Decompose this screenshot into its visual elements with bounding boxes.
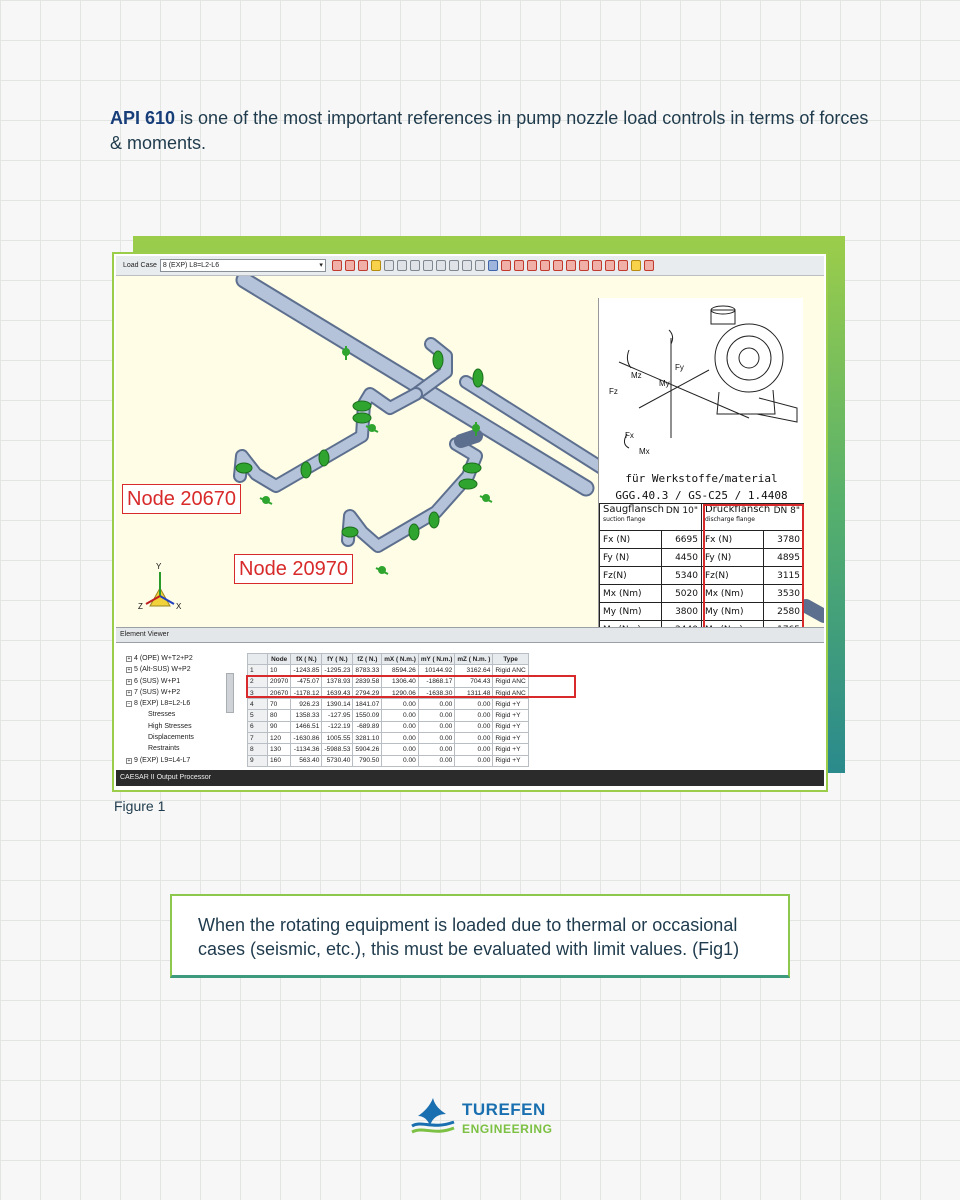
load-row: Mx (Nm) 5020 Mx (Nm) 3530 bbox=[600, 585, 804, 603]
expand-icon[interactable]: + bbox=[127, 678, 131, 685]
table-cell: -1638.30 bbox=[418, 687, 455, 698]
table-cell: 0.00 bbox=[418, 744, 455, 755]
table-cell: 0.00 bbox=[455, 699, 493, 710]
deformed-shape-icon[interactable] bbox=[332, 260, 342, 271]
tree-item[interactable]: + 6 (SUS) W+P1 bbox=[127, 677, 181, 685]
brand-tagline: ENGINEERING bbox=[462, 1122, 553, 1136]
material-title: für Werkstoffe/material bbox=[625, 472, 778, 485]
axis-triad bbox=[138, 562, 182, 611]
expand-icon[interactable]: + bbox=[127, 757, 131, 764]
walk-icon[interactable] bbox=[618, 260, 628, 271]
table-cell: 160 bbox=[268, 755, 291, 766]
table-cell: 0.00 bbox=[455, 721, 493, 732]
table-cell: Rigid ANC bbox=[493, 665, 528, 676]
table-cell: 10 bbox=[268, 665, 291, 676]
highlighted-rows-box bbox=[246, 675, 576, 698]
tree-item[interactable]: + 7 (SUS) W+P2 bbox=[127, 688, 181, 696]
table-cell: 0.00 bbox=[382, 699, 419, 710]
status-bar: CAESAR II Output Processor bbox=[116, 770, 824, 786]
view-front-icon[interactable] bbox=[397, 260, 407, 271]
table-cell: 70 bbox=[268, 699, 291, 710]
material-spec bbox=[599, 470, 804, 504]
table-cell: 2839.58 bbox=[353, 676, 382, 687]
table-cell: 0.00 bbox=[455, 744, 493, 755]
row-index: 4 bbox=[248, 699, 268, 710]
table-cell: 1306.40 bbox=[382, 676, 419, 687]
table-cell: 0.00 bbox=[418, 733, 455, 744]
table-cell: -689.89 bbox=[353, 721, 382, 732]
table-cell: 1311.48 bbox=[455, 687, 493, 698]
rotate-icon[interactable] bbox=[605, 260, 615, 271]
row-index: 5 bbox=[248, 710, 268, 721]
table-cell: 0.00 bbox=[455, 710, 493, 721]
intro-paragraph bbox=[110, 106, 870, 156]
table-cell: 0.00 bbox=[418, 699, 455, 710]
table-cell: -1134.36 bbox=[291, 744, 322, 755]
toolbar-icons bbox=[332, 260, 654, 271]
suction-header: Saugflansch bbox=[603, 504, 664, 515]
brand-logo bbox=[408, 1096, 568, 1142]
forces-icon[interactable] bbox=[345, 260, 355, 271]
row-index: 7 bbox=[248, 733, 268, 744]
table-cell: 90 bbox=[268, 721, 291, 732]
table-cell: 0.00 bbox=[418, 721, 455, 732]
table-cell: 1841.07 bbox=[353, 699, 382, 710]
table-cell: 10144.92 bbox=[418, 665, 455, 676]
table-cell: Rigid +Y bbox=[493, 710, 528, 721]
column-header[interactable]: Type bbox=[493, 654, 528, 665]
table-cell: -122.19 bbox=[322, 721, 353, 732]
table-cell: 1358.33 bbox=[291, 710, 322, 721]
column-header[interactable]: fY ( N.) bbox=[322, 654, 353, 665]
table-cell: 5904.26 bbox=[353, 744, 382, 755]
table-cell: 8783.33 bbox=[353, 665, 382, 676]
force-label-fz: Fz bbox=[609, 387, 618, 396]
suction-header-cell bbox=[600, 504, 702, 531]
node-numbers-icon[interactable] bbox=[501, 260, 511, 271]
tree-scrollbar[interactable] bbox=[226, 673, 234, 713]
column-header[interactable]: mY ( N.m.) bbox=[418, 654, 455, 665]
table-cell: -1243.85 bbox=[291, 665, 322, 676]
column-header[interactable]: Node bbox=[268, 654, 291, 665]
restraint-icon[interactable] bbox=[553, 260, 563, 271]
column-header[interactable]: fZ ( N.) bbox=[353, 654, 382, 665]
load-row: My (Nm) 3800 My (Nm) 2580 bbox=[600, 603, 804, 621]
table-cell: 20670 bbox=[268, 687, 291, 698]
column-header[interactable]: fX ( N.) bbox=[291, 654, 322, 665]
suction-dn: DN 10" bbox=[665, 506, 698, 516]
tree-leaf-displacements[interactable]: Displacements bbox=[148, 734, 194, 742]
load-case-select[interactable] bbox=[160, 259, 326, 272]
table-cell: 0.00 bbox=[418, 755, 455, 766]
table-row[interactable] bbox=[248, 710, 529, 721]
table-cell: Rigid ANC bbox=[493, 676, 528, 687]
table-cell: 0.00 bbox=[455, 733, 493, 744]
caesar-screenshot bbox=[116, 256, 824, 786]
pan-icon[interactable] bbox=[592, 260, 602, 271]
anchor-icon[interactable] bbox=[527, 260, 537, 271]
reset-view-icon[interactable] bbox=[644, 260, 654, 271]
tree-item[interactable]: + 5 (Alt-SUS) W+P2 bbox=[127, 666, 191, 674]
suction-sub: suction flange bbox=[603, 516, 646, 523]
table-cell: 0.00 bbox=[382, 710, 419, 721]
table-cell: Rigid +Y bbox=[493, 721, 528, 732]
table-cell: -1295.23 bbox=[322, 665, 353, 676]
restraint-table bbox=[247, 653, 529, 767]
row-index: 6 bbox=[248, 721, 268, 732]
force-label-mx: Mx bbox=[639, 447, 650, 456]
table-cell: 5730.40 bbox=[322, 755, 353, 766]
tree-item-open[interactable]: − 8 (EXP) L8=L2-L6 bbox=[127, 700, 191, 708]
cut-icon[interactable] bbox=[566, 260, 576, 271]
table-cell: 1390.14 bbox=[322, 699, 353, 710]
discharge-header: Druckflansch bbox=[704, 504, 771, 515]
table-row[interactable] bbox=[248, 744, 529, 755]
view-left-icon[interactable] bbox=[449, 260, 459, 271]
table-cell: Rigid +Y bbox=[493, 755, 528, 766]
table-cell: -1868.17 bbox=[418, 676, 455, 687]
table-cell: 8594.26 bbox=[382, 665, 419, 676]
discharge-sub: discharge flange bbox=[704, 516, 755, 523]
axis-z-label: Z bbox=[138, 602, 143, 611]
column-header[interactable]: mX ( N.m.) bbox=[382, 654, 419, 665]
restraint-table-header bbox=[248, 654, 529, 665]
discharge-highlight-box bbox=[703, 504, 804, 644]
force-label-my: My bbox=[659, 379, 670, 388]
row-index: 8 bbox=[248, 744, 268, 755]
hanger-icon[interactable] bbox=[540, 260, 550, 271]
table-cell: Rigid +Y bbox=[493, 744, 528, 755]
table-cell: -475.07 bbox=[291, 676, 322, 687]
tree-item[interactable]: + 4 (OPE) W+T2+P2 bbox=[127, 655, 193, 662]
table-cell: -127.95 bbox=[322, 710, 353, 721]
table-cell: 1466.51 bbox=[291, 721, 322, 732]
table-cell: 704.43 bbox=[455, 676, 493, 687]
tree-leaf-stresses[interactable]: Stresses bbox=[148, 711, 176, 719]
figure-caption: Figure 1 bbox=[114, 798, 166, 814]
table-cell: 1005.55 bbox=[322, 733, 353, 744]
highlight-icon[interactable] bbox=[631, 260, 641, 271]
table-cell: 2794.29 bbox=[353, 687, 382, 698]
table-cell: 120 bbox=[268, 733, 291, 744]
table-cell: 1378.93 bbox=[322, 676, 353, 687]
element-viewer bbox=[116, 643, 824, 770]
view-right-icon[interactable] bbox=[462, 260, 472, 271]
row-index: 9 bbox=[248, 755, 268, 766]
tree-item[interactable]: + 9 (EXP) L9=L4-L7 bbox=[127, 756, 191, 764]
expand-icon[interactable]: + bbox=[127, 656, 131, 662]
tree-leaf-restraints[interactable]: Restraints bbox=[148, 745, 180, 753]
moments-icon[interactable] bbox=[358, 260, 368, 271]
view-top-icon[interactable] bbox=[423, 260, 433, 271]
table-cell: 790.50 bbox=[353, 755, 382, 766]
row-index: 3 bbox=[248, 687, 268, 698]
column-header[interactable]: mZ ( N.m. ) bbox=[455, 654, 493, 665]
table-cell: -1630.86 bbox=[291, 733, 322, 744]
model-3d-view[interactable] bbox=[116, 276, 824, 627]
material-values: GGG.40.3 / GS-C25 / 1.4408 bbox=[615, 489, 788, 502]
table-cell: Rigid +Y bbox=[493, 699, 528, 710]
pump-drawing bbox=[599, 298, 804, 470]
table-cell: Rigid ANC bbox=[493, 687, 528, 698]
table-cell: 3281.10 bbox=[353, 733, 382, 744]
callout-node-20970: Node 20970 bbox=[234, 554, 353, 584]
table-cell: 0.00 bbox=[382, 721, 419, 732]
collapse-icon[interactable]: − bbox=[127, 701, 131, 708]
table-cell: 0.00 bbox=[418, 710, 455, 721]
api610-pump-loads-panel bbox=[598, 298, 803, 645]
brand-name: TUREFEN bbox=[462, 1100, 546, 1119]
table-row[interactable] bbox=[248, 721, 529, 732]
table-cell: 0.00 bbox=[382, 744, 419, 755]
table-cell: 80 bbox=[268, 710, 291, 721]
toolbar bbox=[116, 256, 824, 276]
load-case-value: 8 (EXP) L8=L2-L6 bbox=[162, 262, 220, 269]
table-cell: 926.23 bbox=[291, 699, 322, 710]
discharge-dn: DN 8" bbox=[773, 506, 800, 516]
turefen-logo-icon bbox=[408, 1096, 458, 1140]
length-icon[interactable] bbox=[514, 260, 524, 271]
table-cell: 3162.64 bbox=[455, 665, 493, 676]
axis-y-label: Y bbox=[156, 562, 162, 571]
table-cell: 1550.09 bbox=[353, 710, 382, 721]
intro-highlight: API 610 bbox=[110, 108, 176, 128]
restraint-loads-icon[interactable] bbox=[371, 260, 381, 271]
intro-text: is one of the most important references in pump nozzle load controls in terms of forces & moments. bbox=[110, 108, 869, 153]
table-row[interactable] bbox=[248, 733, 529, 744]
element-viewer-title: Element Viewer bbox=[116, 627, 824, 643]
table-cell: -1178.12 bbox=[291, 687, 322, 698]
view-back-icon[interactable] bbox=[410, 260, 420, 271]
table-cell: 0.00 bbox=[455, 755, 493, 766]
axis-x-label: X bbox=[176, 602, 182, 611]
table-cell: 20970 bbox=[268, 676, 291, 687]
row-index: 2 bbox=[248, 676, 268, 687]
table-cell: 1290.06 bbox=[382, 687, 419, 698]
zoom-icon[interactable] bbox=[579, 260, 589, 271]
load-row: Fy (N) 4450 Fy (N) 4895 bbox=[600, 549, 804, 567]
expand-icon[interactable]: + bbox=[127, 689, 131, 696]
load-row: Fz(N) 5340 Fz(N) 3115 bbox=[600, 567, 804, 585]
restraint-results-grid bbox=[247, 653, 577, 767]
render-mode-icon[interactable] bbox=[488, 260, 498, 271]
table-cell: 563.40 bbox=[291, 755, 322, 766]
expand-icon[interactable]: + bbox=[127, 667, 131, 674]
note-box bbox=[170, 894, 790, 978]
table-cell: 0.00 bbox=[382, 733, 419, 744]
force-label-fx: Fx bbox=[625, 431, 634, 440]
load-case-tree bbox=[126, 653, 238, 765]
table-cell: 0.00 bbox=[382, 755, 419, 766]
stress-icon[interactable] bbox=[384, 260, 394, 271]
table-cell: -5988.53 bbox=[322, 744, 353, 755]
table-cell: 130 bbox=[268, 744, 291, 755]
force-label-fy: Fy bbox=[675, 363, 684, 372]
callout-node-20670: Node 20670 bbox=[122, 484, 241, 514]
table-cell: Rigid +Y bbox=[493, 733, 528, 744]
table-row[interactable] bbox=[248, 755, 529, 766]
tree-leaf-high-stresses[interactable]: High Stresses bbox=[148, 722, 192, 730]
note-text: When the rotating equipment is loaded due to thermal or occasional cases (seismic, etc.), this must be evaluated with limit values. (Fig1) bbox=[198, 915, 740, 959]
load-row: Fx (N) 6695 Fx (N) 3780 bbox=[600, 531, 804, 549]
column-header[interactable] bbox=[248, 654, 268, 665]
view-iso-icon[interactable] bbox=[475, 260, 485, 271]
table-cell: 1639.43 bbox=[322, 687, 353, 698]
view-bottom-icon[interactable] bbox=[436, 260, 446, 271]
table-row[interactable] bbox=[248, 699, 529, 710]
load-case-label: Load Case bbox=[123, 262, 157, 269]
row-index: 1 bbox=[248, 665, 268, 676]
chevron-down-icon: ▾ bbox=[319, 262, 323, 269]
force-label-mz: Mz bbox=[631, 371, 642, 380]
